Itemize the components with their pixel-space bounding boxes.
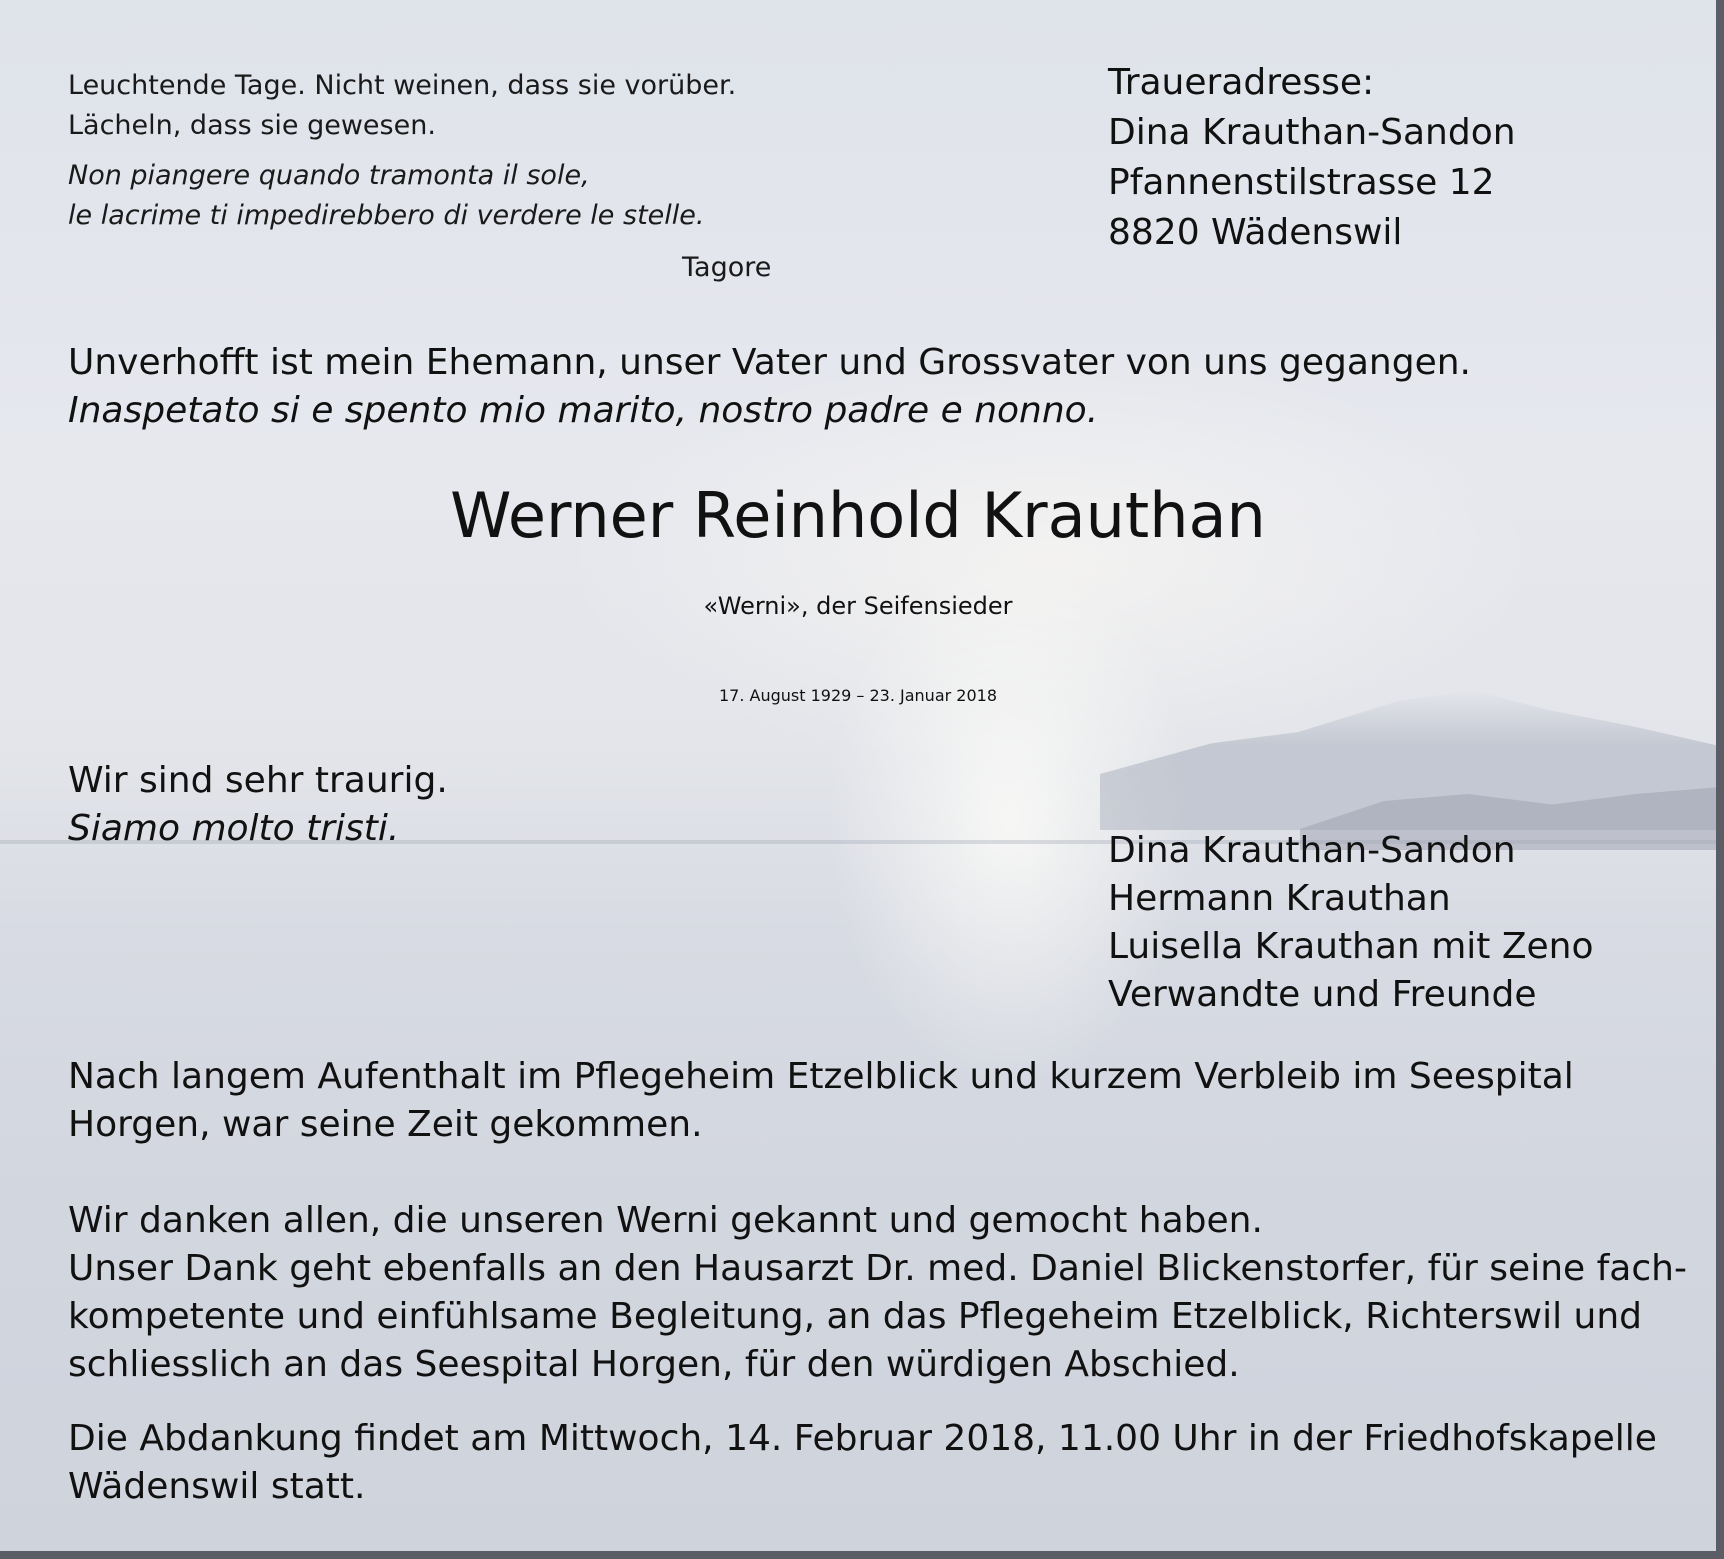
quote-de-line1: Leuchtende Tage. Nicht weinen, dass sie vorüber. — [68, 70, 737, 101]
ceremony-line1: Die Abdankung findet am Mittwoch, 14. Februar 2018, 11.00 Uhr in der Friedhofskapelle — [68, 1418, 1657, 1459]
mourner-item: Hermann Krauthan — [1108, 878, 1451, 919]
intro-de: Unverhofft ist mein Ehemann, unser Vater und Grossvater von uns gegangen. — [68, 342, 1471, 383]
quote-it-line2: le lacrime ti impedirebbero di verdere le stelle. — [68, 200, 705, 231]
mourner-item: Luisella Krauthan mit Zeno — [1108, 926, 1594, 967]
address-label: Traueradresse: — [1108, 62, 1375, 103]
ceremony-line2: Wädenswil statt. — [68, 1466, 366, 1507]
deceased-dates: 17. August 1929 – 23. Januar 2018 — [718, 686, 998, 705]
address-street: Pfannenstilstrasse 12 — [1108, 162, 1495, 203]
mourner-item: Verwandte und Freunde — [1108, 974, 1537, 1015]
quote-author: Tagore — [682, 252, 772, 283]
thanks-line1: Wir danken allen, die unseren Werni gekannt und gemocht haben. — [68, 1200, 1263, 1241]
thanks-line4: schliesslich an das Seespital Horgen, für den würdigen Abschied. — [68, 1344, 1240, 1385]
intro-it: Inaspetato si e spento mio marito, nostro padre e nonno. — [68, 390, 1099, 431]
deceased-nickname: «Werni», der Seifensieder — [703, 592, 1013, 620]
stay-line1: Nach langem Aufenthalt im Pflegeheim Etzelblick und kurzem Verbleib im Seespital — [68, 1056, 1574, 1097]
stay-line2: Horgen, war seine Zeit gekommen. — [68, 1104, 703, 1145]
address-name: Dina Krauthan-Sandon — [1108, 112, 1516, 153]
thanks-line3: kompetente und einfühlsame Begleitung, an das Pflegeheim Etzelblick, Richterswil und — [68, 1296, 1643, 1337]
sad-it: Siamo molto tristi. — [68, 808, 400, 849]
quote-de-line2: Lächeln, dass sie gewesen. — [68, 110, 436, 141]
address-city: 8820 Wädenswil — [1108, 212, 1403, 253]
mourner-item: Dina Krauthan-Sandon — [1108, 830, 1516, 871]
thanks-line2: Unser Dank geht ebenfalls an den Hausarzt Dr. med. Daniel Blickenstorfer, für seine fach- — [68, 1248, 1687, 1289]
deceased-name: Werner Reinhold Krauthan — [450, 479, 1266, 552]
sad-de: Wir sind sehr traurig. — [68, 760, 448, 801]
quote-it-line1: Non piangere quando tramonta il sole, — [68, 160, 590, 191]
